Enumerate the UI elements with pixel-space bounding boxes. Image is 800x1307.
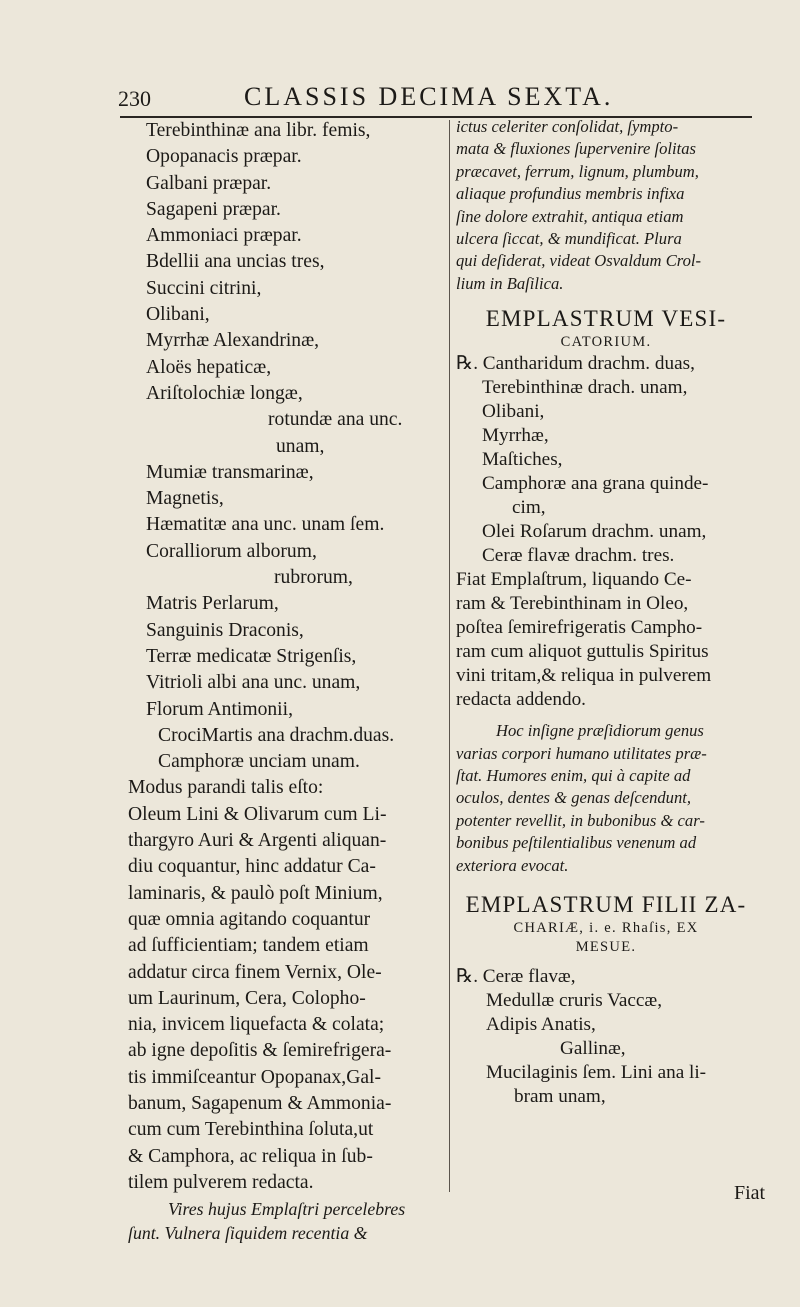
ingredient-line: Adipis Anatis, <box>486 1014 596 1036</box>
section-subheading: MESUE. <box>575 939 637 956</box>
continuation-line: mata & fluxiones ſupervenire ſolitas <box>456 139 696 159</box>
method-line: & Camphora, ac reliqua in ſub- <box>128 1145 373 1167</box>
method-line: redacta addendo. <box>456 689 586 711</box>
right-column <box>456 116 756 1109</box>
ingredient-line: Magnetis, <box>146 488 224 510</box>
method-line: cum cum Terebinthina ſoluta,ut <box>128 1119 374 1141</box>
continuation-line: ulcera ſiccat, & mundificat. Plura <box>456 229 682 249</box>
virtues-line: ſtat. Humores enim, qui à capite ad <box>456 766 691 786</box>
ingredient-line: Ammoniaci præpar. <box>146 225 302 247</box>
virtues-line: exteriora evocat. <box>456 855 569 875</box>
ingredient-line: rotundæ ana unc. <box>268 409 403 431</box>
method-line: poſtea ſemirefrigeratis Campho- <box>456 617 703 639</box>
continuation-line: ſine dolore extrahit, antiqua etiam <box>456 206 684 226</box>
catchword: Fiat <box>734 1182 766 1204</box>
ingredient-line: rubrorum, <box>274 567 353 589</box>
virtues-line: Hoc inſigne præſidiorum genus <box>496 721 704 741</box>
ingredient-line: Terebinthinæ drach. unam, <box>482 377 688 399</box>
ingredient-line: ℞. Ceræ flavæ, <box>456 966 576 988</box>
ingredient-list <box>128 118 444 775</box>
ingredient-line: Gallinæ, <box>560 1038 626 1060</box>
method-line: Modus parandi talis eſto: <box>128 777 324 799</box>
virtues-line: varias corpori humano utilitates præ- <box>456 743 707 763</box>
ingredient-line: Sagapeni præpar. <box>146 198 281 220</box>
method-line: Fiat Emplaſtrum, liquando Ce- <box>456 569 692 591</box>
left-column <box>128 118 444 1245</box>
virtues-line: ſunt. Vulnera ſiquidem recentia & <box>128 1222 368 1243</box>
section-heading: EMPLASTRUM FILII ZA- <box>465 892 747 918</box>
ingredient-line: Mumiæ transmarinæ, <box>146 461 314 483</box>
recipe-filii-zachariae <box>456 891 756 1109</box>
section-subheading: CHARIÆ, i. e. Rhaſis, EX <box>513 920 699 937</box>
ingredient-line: Myrrhæ Alexandrinæ, <box>146 330 320 352</box>
ingredient-list <box>456 352 756 568</box>
ingredient-line: Matris Perlarum, <box>146 593 279 615</box>
method-line: Oleum Lini & Olivarum cum Li- <box>128 803 387 825</box>
ingredient-line: Bdellii ana uncias tres, <box>146 251 325 273</box>
method-line: addatur circa finem Vernix, Ole- <box>128 961 382 983</box>
continuation-line: ictus celeriter conſolidat, ſympto- <box>456 117 679 136</box>
ingredient-line: Ariſtolochiæ longæ, <box>146 382 303 404</box>
column-divider <box>449 120 450 1192</box>
continuation-line: lium in Baſilica. <box>456 273 564 293</box>
ingredient-line: Myrrhæ, <box>482 425 549 447</box>
running-head: CLASSIS DECIMA SEXTA. <box>244 82 614 111</box>
virtues-line: potenter revellit, in bubonibus & car- <box>456 810 705 830</box>
ingredient-line: Olei Roſarum drachm. unam, <box>482 521 707 543</box>
continuation-line: præcavet, ferrum, lignum, plumbum, <box>456 161 699 181</box>
ingredient-line: Opopanacis præpar. <box>146 146 302 168</box>
method-paragraph <box>128 775 444 1196</box>
ingredient-line: Sanguinis Draconis, <box>146 619 304 641</box>
ingredient-line: bram unam, <box>514 1086 606 1108</box>
ingredient-line: Ceræ flavæ drachm. tres. <box>482 545 675 567</box>
section-subheading: CATORIUM. <box>560 334 652 351</box>
ingredient-line: Terræ medicatæ Strigenſis, <box>146 645 357 667</box>
virtues-paragraph <box>456 720 756 877</box>
ingredient-line: Camphoræ ana grana quinde- <box>482 473 709 495</box>
method-line: vini tritam,& reliqua in pulverem <box>456 665 712 687</box>
ingredient-line: Florum Antimonii, <box>146 698 293 720</box>
method-line: ram cum aliquot guttulis Spiritus <box>456 641 709 663</box>
ingredient-list <box>456 965 756 1109</box>
virtues-line: bonibus peſtilentialibus venenum ad <box>456 833 697 853</box>
virtues-line: oculos, dentes & genas deſcendunt, <box>456 788 692 808</box>
ingredient-line: Terebinthinæ ana libr. femis, <box>146 120 371 141</box>
method-line: ram & Terebinthinam in Oleo, <box>456 593 689 615</box>
ingredient-line: unam, <box>276 435 325 457</box>
ingredient-line: Mucilaginis ſem. Lini ana li- <box>486 1062 707 1084</box>
virtues-paragraph <box>128 1198 444 1245</box>
method-line: tis immiſceantur Opopanax,Gal- <box>128 1066 382 1088</box>
method-line: thargyro Auri & Argenti aliquan- <box>128 830 387 852</box>
ingredient-line: Hæmatitæ ana unc. unam ſem. <box>146 514 385 536</box>
continuation-line: qui deſiderat, videat Osvaldum Crol- <box>456 251 702 271</box>
ingredient-line: Aloës hepaticæ, <box>146 356 272 378</box>
ingredient-line: Maſtiches, <box>482 449 563 471</box>
ingredient-line: cim, <box>512 497 546 519</box>
method-line: nia, invicem liquefacta & colata; <box>128 1014 385 1036</box>
method-line: ab igne depoſitis & ſemirefrigera- <box>128 1040 392 1062</box>
method-line: diu coquantur, hinc addatur Ca- <box>128 856 376 878</box>
continuation-line: aliaque profundius membris infixa <box>456 184 685 204</box>
method-line: banum, Sagapenum & Ammonia- <box>128 1092 392 1114</box>
method-line: tilem pulverem redacta. <box>128 1171 314 1193</box>
virtues-line: Vires hujus Emplaſtri percelebres <box>168 1199 406 1220</box>
ingredient-line: Succini citrini, <box>146 277 262 299</box>
method-paragraph <box>456 568 756 712</box>
ingredient-line: CrociMartis ana drachm.duas. <box>158 724 395 746</box>
method-line: ad ſufficientiam; tandem etiam <box>128 935 369 957</box>
ingredient-line: Vitrioli albi ana unc. unam, <box>146 672 361 694</box>
recipe-vesicatorium <box>456 305 756 877</box>
ingredient-line: Camphoræ unciam unam. <box>158 751 360 773</box>
ingredient-line: Medullæ cruris Vaccæ, <box>486 990 663 1012</box>
method-line: um Laurinum, Cera, Colopho- <box>128 987 366 1009</box>
continuation-paragraph <box>456 116 756 295</box>
section-heading: EMPLASTRUM VESI- <box>485 306 727 332</box>
ingredient-line: Olibani, <box>482 401 545 423</box>
page-number: 230 <box>118 86 151 111</box>
ingredient-line: Olibani, <box>146 304 210 326</box>
ingredient-line: Coralliorum alborum, <box>146 540 317 562</box>
ingredient-line: ℞. Cantharidum drachm. duas, <box>456 353 695 375</box>
method-line: laminaris, & paulò poſt Minium, <box>128 882 383 904</box>
ingredient-line: Galbani præpar. <box>146 172 272 194</box>
method-line: quæ omnia agitando coquantur <box>128 908 371 930</box>
